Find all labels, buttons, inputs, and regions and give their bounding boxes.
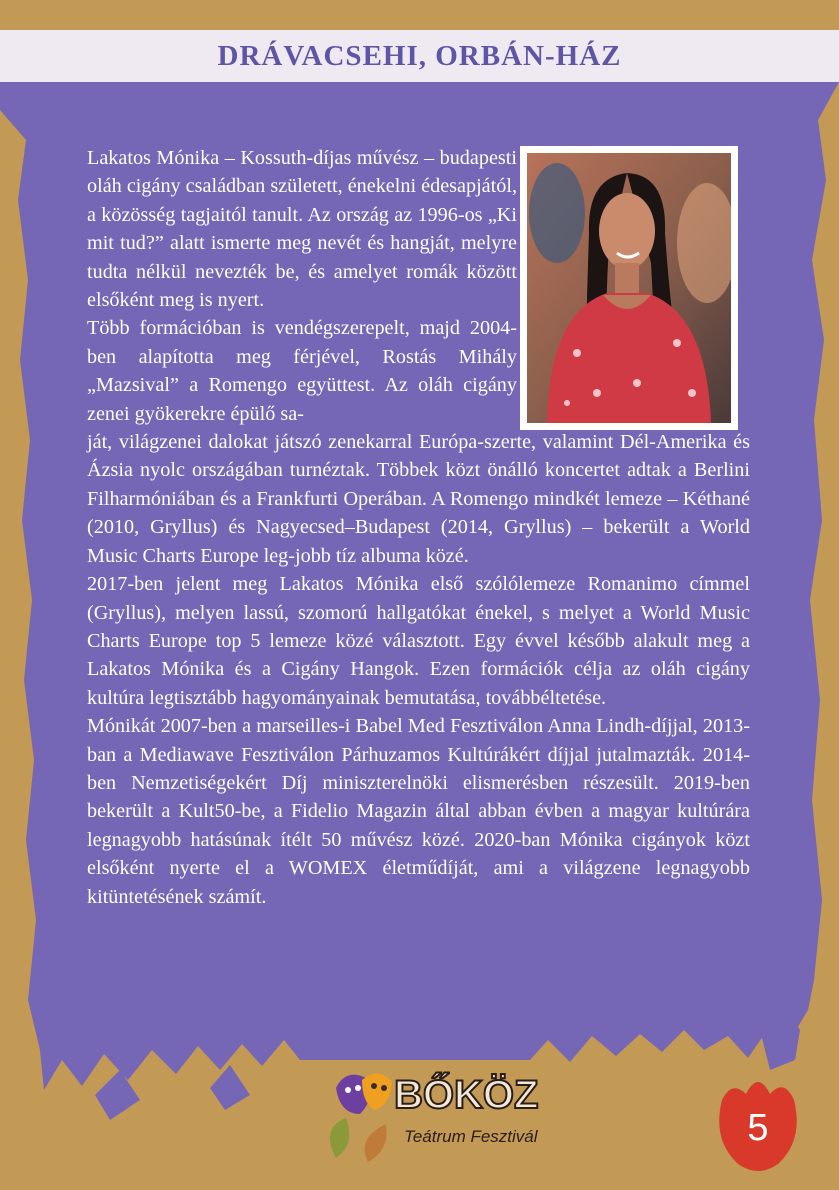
article-body: [87, 144, 750, 911]
page-number: 5: [747, 1106, 769, 1149]
page-number-badge: [712, 1060, 804, 1172]
paragraph-romengo-continued: ját, világzenei dalokat játszó zenekarral Európa-szerte, valamint Dél-Amerika és Ázsia nyolc országában turnéztak. Többek közt önálló koncertet adtak a Berlini Filharmóniában és a Frankfurti Operában. A Romengo mindkét lemeze – Kéthané (2010, Gryllus) és Nagyecsed–Budapest (2014, Gryllus) – bekerült a World Music Charts Europe leg-jobb tíz albuma közé.: [87, 431, 750, 567]
paragraph-awards: Mónikát 2007-ben a marseilles-i Babel Med Fesztiválon Anna Lindh-díjjal, 2013-ban a Mediawave Fesztiválon Párhuzamos Kultúrákért díjjal jutalmazták. 2014-ben Nemzetiségekért Díj miniszterelnöki elismerésben részesült. 2019-ben bekerült a Kult50-be, a Fidelio Magazin által abban évben a magyar kultúrára legnagyobb hatásúnak ítélt 50 művész közé. 2020-ban Mónika cigányok közt elsőként nyerte el a WOMEX életműdíját, ami a világzene legnagyobb kitüntetésének számít.: [87, 715, 750, 908]
page-title: DRÁVACSEHI, ORBÁN-HÁZ: [217, 39, 622, 72]
festival-logo: [316, 1058, 556, 1170]
logo-subtitle: Teátrum Fesztivál: [404, 1127, 538, 1146]
paragraph-intro: Lakatos Mónika – Kossuth-díjas művész – budapesti oláh cigány családban született, énekelni édesapjától, a közösség tagjaitól tanult. Az ország az 1996-os „Ki mit tud?” alatt ismerte meg nevét és hangját, melyre tudta nélkül nevezték be, és amelyet romák között elsőként meg is nyert.: [87, 147, 517, 312]
paragraph-solo-album: 2017-ben jelent meg Lakatos Mónika első szólólemeze Romanimo címmel (Gryllus), melyen lassú, szomorú hallgatókat énekel, s melyet a World Music Charts Europe top 5 lemeze közé választott. Egy évvel később alakult meg a Lakatos Mónika és a Cigány Hangok. Ezen formációk célja az oláh cigány kultúra legtisztább hagyományainak bemutatása, továbbéltetése.: [87, 573, 750, 709]
leaf-icon: [330, 1118, 349, 1158]
header-band: [0, 30, 839, 82]
logo-name: BŐKÖZ: [394, 1073, 539, 1117]
paragraph-romengo-start: Több formációban is vendégszerepelt, majd 2004-ben alapította meg férjével, Rostás Mihály „Mazsival” a Romengo együttest. Az oláh cigány zenei gyökerekre épülő sa-: [87, 317, 517, 425]
